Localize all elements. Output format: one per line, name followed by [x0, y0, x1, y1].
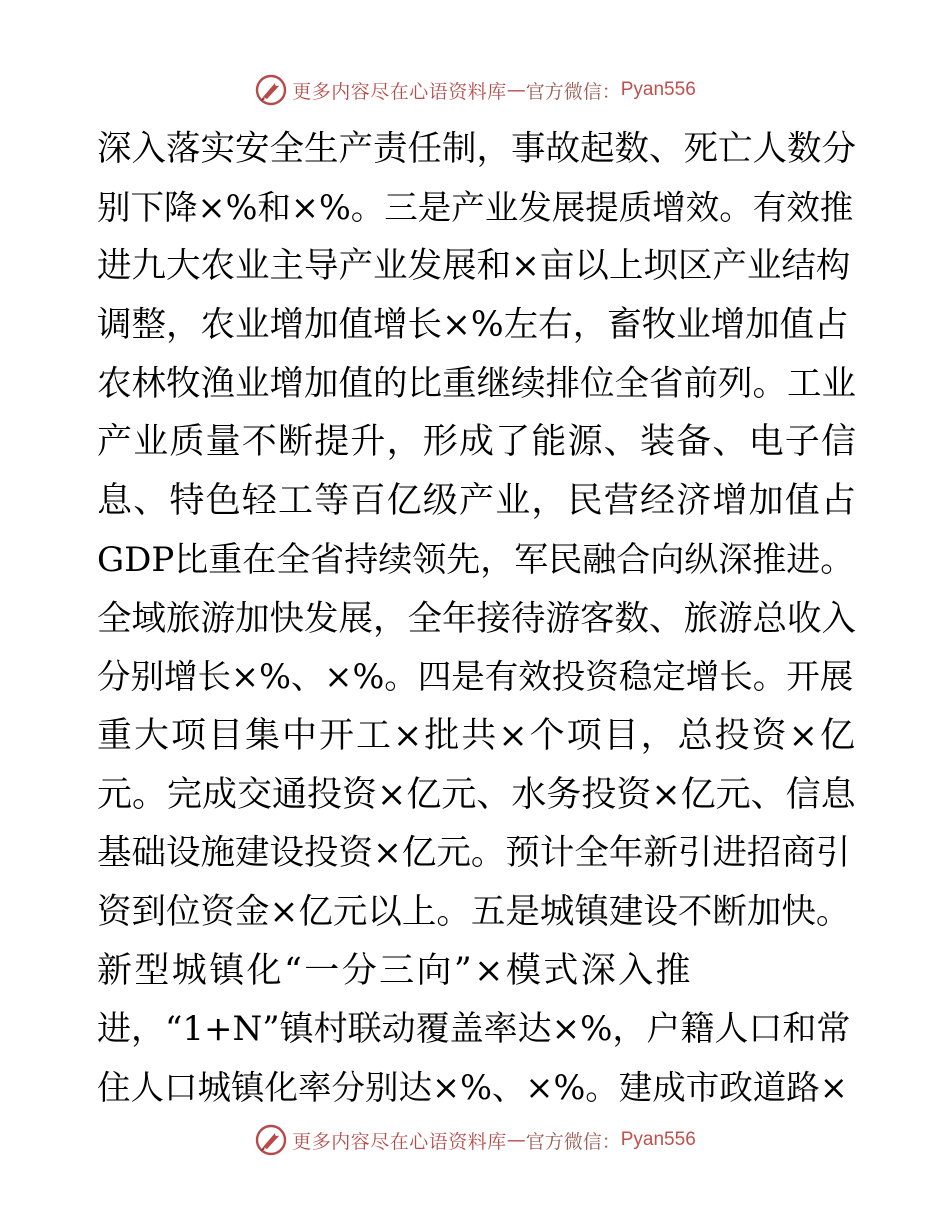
text-line: 农林牧渔业增加值的比重继续排位全省前列。工业	[97, 363, 856, 404]
text-line: 进，“1+N”镇村联动覆盖率达×%，户籍人口和常	[97, 1009, 851, 1050]
text-line: 新型城镇化“一分三向”×模式深入推	[97, 950, 693, 991]
header-watermark	[0, 70, 950, 110]
watermark-separator: —	[506, 1129, 526, 1151]
text-line: 元。完成交通投资×亿元、水务投资×亿元、信息	[97, 774, 856, 815]
text-line: 息、特色轻工等百亿级产业，民营经济增加值占	[97, 481, 858, 522]
body-text	[97, 120, 857, 1118]
text-line: 基础设施建设投资×亿元。预计全年新引进招商引	[97, 833, 851, 874]
watermark-label: 官方微信：	[525, 80, 621, 103]
text-line: 深入落实安全生产责任制，事故起数、死亡人数分	[97, 129, 856, 169]
text-line: 分别增长×%、×%。四是有效投资稳定增长。开展	[97, 657, 854, 697]
watermark-wechat-id: Pyan556	[620, 1129, 696, 1150]
watermark-text: 更多内容尽在心语资料库	[292, 1130, 507, 1153]
ink-pen-logo-icon	[254, 1123, 288, 1157]
text-line: 进九大农业主导产业发展和×亩以上坝区产业结构	[97, 246, 851, 287]
watermark-separator: —	[506, 79, 526, 101]
ink-pen-logo-icon	[254, 73, 288, 107]
text-line: 全域旅游加快发展，全年接待游客数、旅游总收入	[97, 598, 856, 639]
text-line: GDP比重在全省持续领先，军民融合向纵深推进。	[97, 539, 855, 580]
text-line: 调整，农业增加值增长×%左右，畜牧业增加值占	[97, 305, 849, 346]
footer-watermark	[0, 1120, 950, 1160]
watermark-wechat-id: Pyan556	[620, 79, 696, 100]
watermark-label: 官方微信：	[525, 1130, 621, 1153]
text-line: 资到位资金×亿元以上。五是城镇建设不断加快。	[97, 891, 851, 932]
watermark-text: 更多内容尽在心语资料库	[292, 80, 507, 103]
text-line: 产业质量不断提升，形成了能源、装备、电子信	[97, 422, 858, 463]
text-line: 住人口城镇化率分别达×%、×%。建成市政道路×	[97, 1068, 848, 1107]
text-line: 重大项目集中开工×批共×个项目，总投资×亿	[97, 715, 857, 756]
text-line: 别下降×%和×%。三是产业发展提质增效。有效推	[97, 187, 854, 227]
